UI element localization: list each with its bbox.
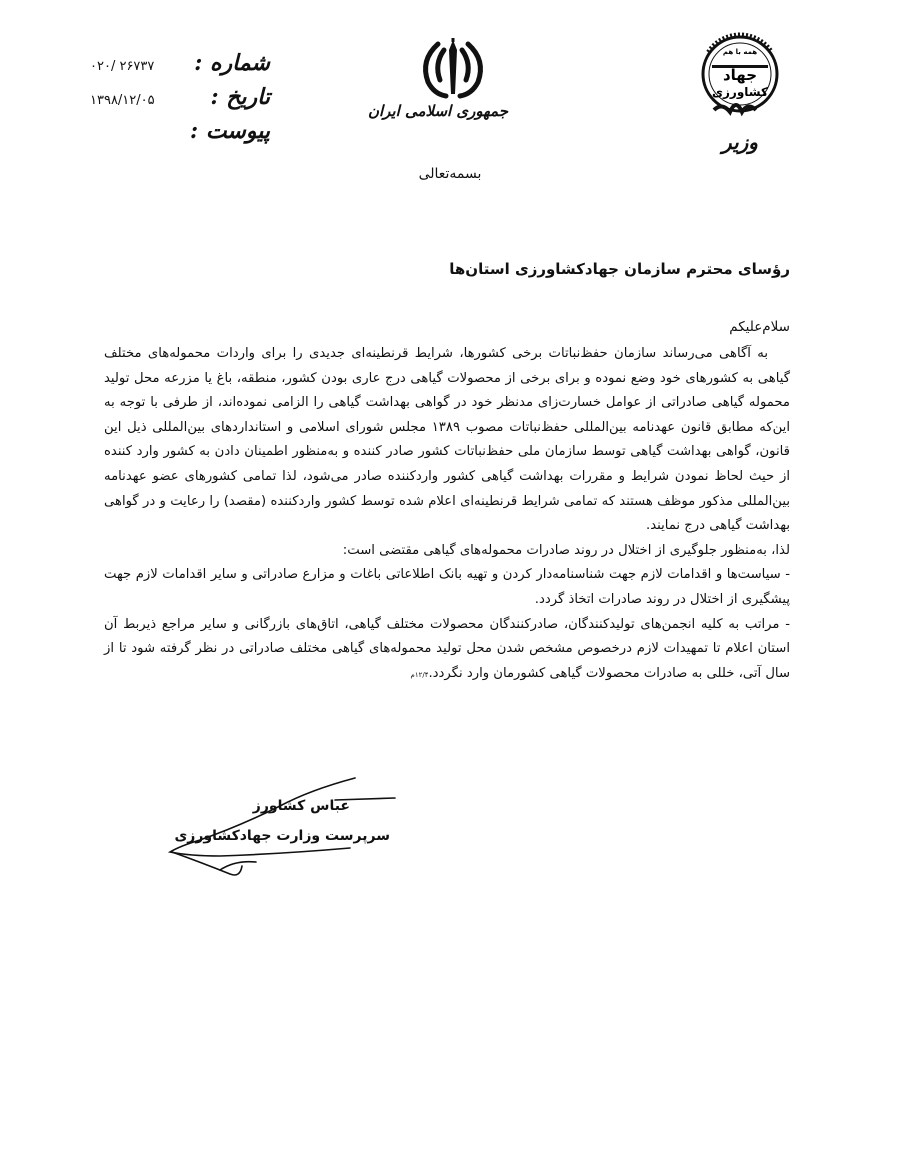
date-value: ۱۳۹۸/۱۲/۰۵: [90, 93, 155, 108]
recipient-line: رؤسای محترم سازمان جهادکشاورزی استان‌ها: [449, 260, 790, 278]
date-label: تاریخ :: [210, 84, 270, 110]
number-value: ۰۲۰/ ۲۶۷۳۷: [90, 59, 155, 74]
letter-meta: [90, 50, 270, 152]
reference-mark: ۱۲/۴م: [410, 670, 429, 679]
country-name: جمهوری اسلامی ایران: [367, 102, 508, 120]
attachment-label: پیوست :: [190, 118, 270, 144]
signer-name: عباس کشاورز: [252, 798, 350, 814]
ministry-emblem-icon: [690, 32, 790, 132]
directive-item-1: - سیاست‌ها و اقدامات لازم جهت شناسنامه‌دار کردن و تهیه بانک اطلاعاتی باغات و مزارع صادراتی و سایر اقدامات لازم جهت پیشگیری از اختلال در روند صادرات اتخاذ گردد.: [104, 567, 790, 607]
signer-title: سرپرست وزارت جهادکشاورزی: [174, 828, 390, 844]
ministry-arc-text: همه با هم: [722, 48, 758, 56]
ministry-title-line1: جهاد: [722, 66, 758, 84]
signature-block: [160, 770, 410, 890]
number-label: شماره :: [194, 50, 270, 76]
directive-item-2: [104, 613, 790, 688]
directive-item-2-text: - مراتب به کلیه انجمن‌های تولیدکنندگان، صادرکنندگان محصولات مختلف گیاهی، اتاق‌های بازرگانی و سایر مراجع ذیربط آن استان اعلام تا تمهیدات لازم درخصوص مشخص شدن محل تولید محموله‌های گیاهی مختلف صادراتی در نظر گرفته شود تا از سال آتی، خللی به صادرات محصولات گیاهی کشورمان وارد نگردد.: [104, 616, 790, 681]
national-emblem-icon: [398, 36, 508, 102]
letter-body: [104, 342, 790, 687]
ministry-title-line2: کشاورزی: [712, 85, 768, 99]
minister-label: وزیر: [722, 130, 758, 154]
letter-date-row: [90, 84, 270, 118]
bismillah-heading: بسمه‌تعالی: [418, 166, 482, 182]
paragraph-1: به آگاهی می‌رساند سازمان حفظ‌نباتات برخی کشورها، شرایط قرنطینه‌ای جدیدی را برای واردات محموله‌های مختلف گیاهی به کشورهای خود وضع نموده و برای برخی از محصولات گیاهی درج عاری بودن کشور، منطقه، باغ یا مزرعه محل تولید محموله گیاهی صادراتی از عوامل خسارت‌زای مدنظر خود در گواهی بهداشت گیاهی را الزامی نموده‌اند، از طرفی با توجه به این‌که مطابق قانون عهدنامه بین‌المللی حفظ‌نباتات مصوب ۱۳۸۹ مجلس شورای اسلامی و استانداردهای بین‌المللی ذیل این قانون، گواهی بهداشت گیاهی توسط سازمان ملی حفظ‌نباتات کشور صادر کننده و به‌منظور اطمینان دادن به کشور وارد کننده از حیث لحاظ نمودن شرایط و مقررات بهداشت گیاهی کشور واردکننده صادر می‌شود، لذا تمامی کشورهای عضو عهدنامه بین‌المللی مذکور موظف هستند که تمامی شرایط قرنطینه‌ای اعلام شده توسط کشور واردکننده (مقصد) را رعایت و در گواهی بهداشت گیاهی درج نمایند.: [104, 346, 790, 534]
national-emblem: [367, 36, 508, 136]
greeting: سلام‌علیکم: [729, 319, 790, 335]
paragraph-2: لذا، به‌منظور جلوگیری از اختلال در روند صادرات محموله‌های گیاهی مقتضی است:: [342, 542, 790, 558]
letter-number-row: [90, 50, 270, 84]
letter-attachment-row: [90, 118, 270, 152]
ministry-logo: [690, 32, 790, 154]
